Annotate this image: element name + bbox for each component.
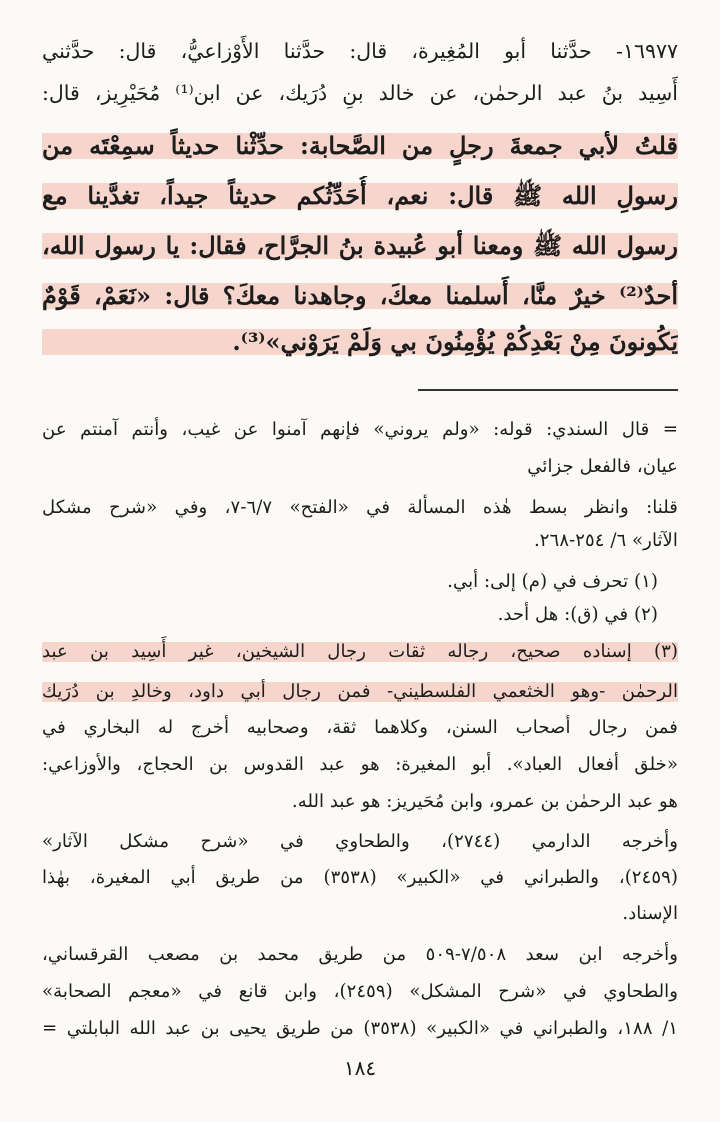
hadith-quote-line-2: رسولِ الله ﷺ قال: نعم، أُحَدِّثُكم حديثاً جيداً، تغدَّينا مع [42,176,678,216]
takhrij-1-line-1: وأخرجه الدارمي (٢٧٤٤)، والطحاوي في «شرح مشكل الآثار» [42,831,678,852]
hadith-quote-line-1: قلتُ لأبي جمعةَ رجلٍ من الصَّحابة: حدِّثْنا حديثاً سمِعْتَه من [42,126,678,166]
hadith-quote-line-3: رسول الله ﷺ ومعنا أبو عُبيدة بنُ الجرَّاح، فقال: يا رسول الله، [42,226,678,266]
footnote-sindi-line-2: عيان، فالفعل جزائي [527,456,678,477]
takhrij-2-line-1: وأخرجه ابن سعد ٧/٥٠٨-٥٠٩ من طريق محمد بن مصعب القرقساني، [42,944,678,965]
footnote-qulna-line-1: قلنا: وانظر بسط هٰذه المسألة في «الفتح» ٦/٧-٧، وفي «شرح مشكل [42,497,678,518]
footnote-1: (١) تحرف في (م) إلى: أبي. [447,571,658,592]
hadith-intro-line-1: ١٦٩٧٧- حدَّثنا أبو المُغِيرة، قال: حدَّثنا الأَوْزاعيُّ، قال: حدَّثني [42,39,678,63]
footnote-3-line-2: الرحمٰن -وهو الخثعمي الفلسطيني- فمن رجال أبي داود، وخالدِ بن دُرَيك [42,676,678,708]
footnote-qulna-line-2: الآثار» ٦/ ٢٥٤-٢٦٨. [533,530,678,551]
footnote-3-line-1: (٣) إسناده صحيح، رجاله ثقات رجال الشيخين، غير أَسِيد بن عبد [42,636,678,668]
takhrij-2-line-2: والطحاوي في «شرح المشكل» (٢٤٥٩)، وابن قانع في «معجم الصحابة» [42,981,678,1002]
footnote-3-line-4: «خلق أفعال العباد». أبو المغيرة: هو عبد القدوس بن الحجاج، والأوزاعي: [42,754,678,775]
hadith-intro-line-2: أَسِيد بنُ عبد الرحمٰن، عن خالد بنِ دُرَيك، عن ابن⁽¹⁾ مُحَيْرِيز، قال: [42,81,678,105]
footnote-sindi-line-1: = قال السندي: قوله: «ولم يروني» فإنهم آمنوا عن غيب، وأنتم آمنتم عن [42,419,678,440]
footnote-3-line-5: هو عبد الرحمٰن بن عمرو، وابن مُحَيريز: هو عبد الله. [291,791,678,812]
takhrij-2-line-3: ١/ ١٨٨، والطبراني في «الكبير» (٣٥٣٨) من طريق يحيى بن عبد الله البابلتي = [42,1018,678,1039]
takhrij-1-line-2: (٢٤٥٩)، والطبراني في «الكبير» (٣٥٣٨) من طريق أبي المغيرة، بهٰذا [42,867,678,888]
page-number: ١٨٤ [343,1056,377,1080]
footnote-2: (٢) في (ق): هل أحد. [497,604,658,625]
hadith-quote-line-5: يَكُونونَ مِنْ بَعْدِكُمْ يُؤْمِنُونَ بي وَلَمْ يَرَوْني»⁽³⁾. [42,322,678,362]
footnote-3-line-3: فمن رجال أصحاب السنن، وكلاهما ثقة، وصحابيه أخرج له البخاري في [42,717,678,738]
hadith-quote-line-4: أحدٌ⁽²⁾ خيرٌ منَّا، أَسلمنا معكَ، وجاهدنا معكَ؟ قال: «نَعَمْ، قَوْمٌ [42,276,678,316]
footnote-separator [418,389,678,391]
takhrij-1-line-3: الإسناد. [622,903,678,924]
